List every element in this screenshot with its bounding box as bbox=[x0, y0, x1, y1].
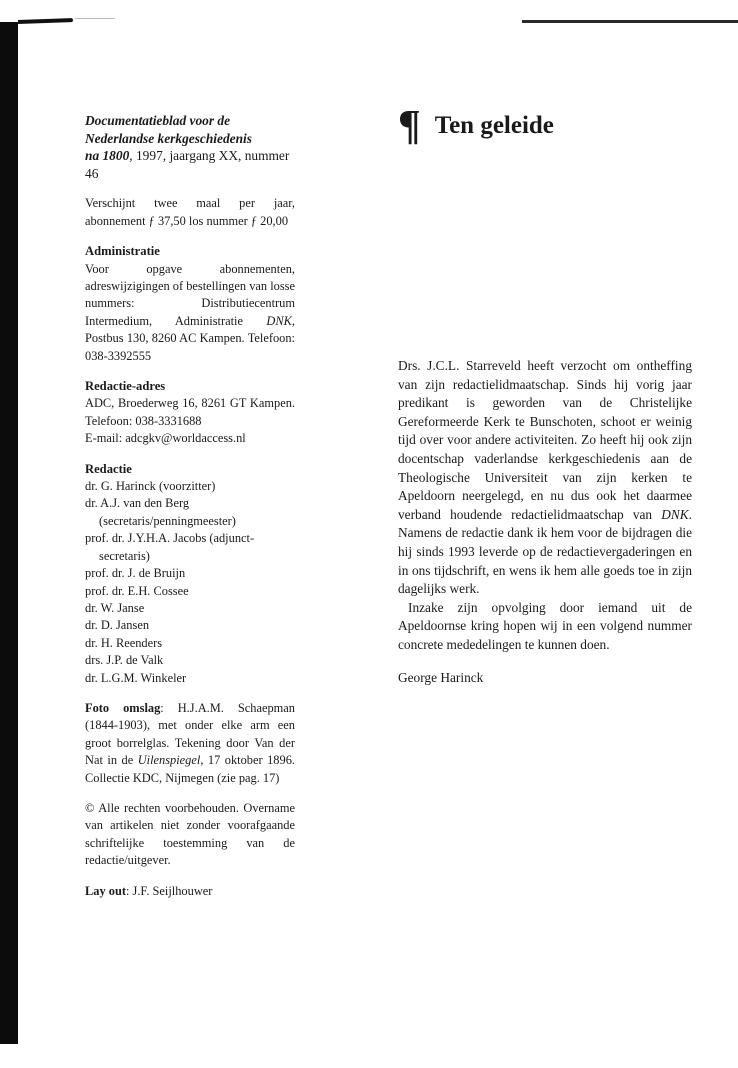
journal-title-line2: Nederlandse kerkgeschiedenis bbox=[85, 130, 252, 146]
redactie-member: drs. J.P. de Valk bbox=[85, 653, 164, 668]
redactie-adres-abbr: ADC bbox=[85, 396, 112, 411]
administratie-heading: Administratie bbox=[85, 244, 160, 259]
redactie-member: prof. dr. J.Y.H.A. Jacobs (adjunct-secretaris) bbox=[85, 531, 255, 563]
layout-credit bbox=[85, 883, 295, 900]
journal-title-line3: na 1800 bbox=[85, 148, 130, 164]
article-p1-text-2: . Namens de redactie dank ik hem voor de bijdragen die hij sinds 1993 leverde op de redactievergaderingen en in ons tijdschrift, en wens ik hem alle goeds toe in zijn dagelijks werk. bbox=[398, 506, 692, 597]
section-title-text: Ten geleide bbox=[434, 112, 554, 139]
scan-top-rule bbox=[522, 20, 738, 23]
administratie-text-2: , Postbus 130, 8260 AC Kampen. Telefoon: 038-3392555 bbox=[85, 313, 295, 363]
scan-edge-cap bbox=[18, 18, 73, 24]
section-title bbox=[398, 104, 554, 148]
layout-label: Lay out bbox=[85, 883, 126, 898]
article-body bbox=[398, 357, 692, 687]
pilcrow-icon: ¶ bbox=[398, 103, 421, 149]
redactie-member: prof. dr. E.H. Cossee bbox=[85, 583, 189, 598]
redactie-member: dr. L.G.M. Winkeler bbox=[85, 670, 187, 685]
layout-value: : J.F. Seijlhouwer bbox=[125, 883, 213, 898]
issue-info: , 1997, jaargang XX, nummer 46 bbox=[85, 148, 290, 181]
frequency-note: Verschijnt twee maal per jaar, abonnement ƒ 37,50 los nummer ƒ 20,00 bbox=[85, 196, 295, 228]
redactie-member: dr. D. Jansen bbox=[85, 618, 150, 633]
scan-edge-shadow bbox=[0, 22, 18, 1044]
article-paragraph-2: Inzake zijn opvolging door iemand uit de Apeldoornse kring hopen wij in een volgend nummer concrete mededelingen te kunnen doen. bbox=[398, 599, 692, 652]
foto-omslag-abbr: KDC bbox=[132, 770, 159, 785]
foto-omslag-publication: Uilenspiegel bbox=[137, 753, 201, 768]
article-p1-abbr: DNK bbox=[661, 506, 689, 522]
article-signature: George Harinck bbox=[398, 669, 484, 685]
scan-top-mark bbox=[75, 18, 115, 19]
redactie-adres-section bbox=[85, 378, 295, 448]
copyright-note: © Alle rechten voorbehouden. Overname van artikelen niet zonder voorafgaande schriftelijke toestemming van de redactie/uitgever. bbox=[85, 800, 295, 868]
foto-omslag-label: Foto omslag bbox=[85, 700, 161, 715]
colophon-column bbox=[85, 112, 295, 900]
foto-omslag-note bbox=[85, 700, 295, 787]
redactie-member: dr. H. Reenders bbox=[85, 635, 163, 650]
foto-omslag-text-2: , 17 oktober 1896. Collectie bbox=[85, 753, 295, 785]
redactie-member: dr. W. Janse bbox=[85, 600, 145, 615]
foto-omslag-text-1: : H.J.A.M. Schaepman (1844-1903), met onder elke arm een groot borrelglas. Tekening door Van der Nat in de bbox=[85, 700, 295, 768]
redactie-section bbox=[85, 461, 295, 687]
administratie-section bbox=[85, 243, 295, 365]
article-paragraph-1 bbox=[398, 357, 692, 599]
redactie-heading: Redactie bbox=[85, 461, 132, 476]
redactie-adres-heading: Redactie-adres bbox=[85, 379, 166, 394]
masthead bbox=[85, 112, 295, 182]
redactie-member: dr. A.J. van den Berg (secretaris/penningmeester) bbox=[85, 496, 236, 528]
redactie-adres-text bbox=[85, 395, 295, 430]
article-p1-text-1: Drs. J.C.L. Starreveld heeft verzocht om ontheffing van zijn redactielidmaatschap. Sinds hij vorig jaar predikant is geworden van de Christelijke Gereformeerde Kerk te Bunschoten, schoot er weinig tijd over voor andere activiteiten. Zo heeft hij ook zijn docentschap vaderlandse kerkgeschiedenis aan de Theologische Universiteit van zijn kerken te Apeldoorn neergelegd, en nu dus ook het daarmee verband houdende redactielidmaatschap van bbox=[398, 358, 692, 522]
foto-omslag-text-3: , Nijmegen (zie pag. 17) bbox=[159, 770, 280, 785]
redactie-email: E-mail: adcgkv@worldaccess.nl bbox=[85, 431, 246, 446]
redactie-member: prof. dr. J. de Bruijn bbox=[85, 566, 186, 581]
administratie-text bbox=[85, 261, 295, 365]
redactie-adres-address: , Broederweg 16, 8261 GT Kampen. Telefoon: 038-3331688 bbox=[85, 396, 295, 428]
journal-title-line1: Documentatieblad voor de bbox=[85, 113, 231, 128]
redactie-member: dr. G. Harinck (voorzitter) bbox=[85, 479, 216, 494]
redactie-list bbox=[85, 478, 295, 687]
administratie-abbr: DNK bbox=[266, 313, 292, 328]
administratie-text-1: Voor opgave abonnementen, adreswijzigingen of bestellingen van losse nummers: Distributiecentrum Intermedium, Administratie bbox=[85, 261, 295, 328]
